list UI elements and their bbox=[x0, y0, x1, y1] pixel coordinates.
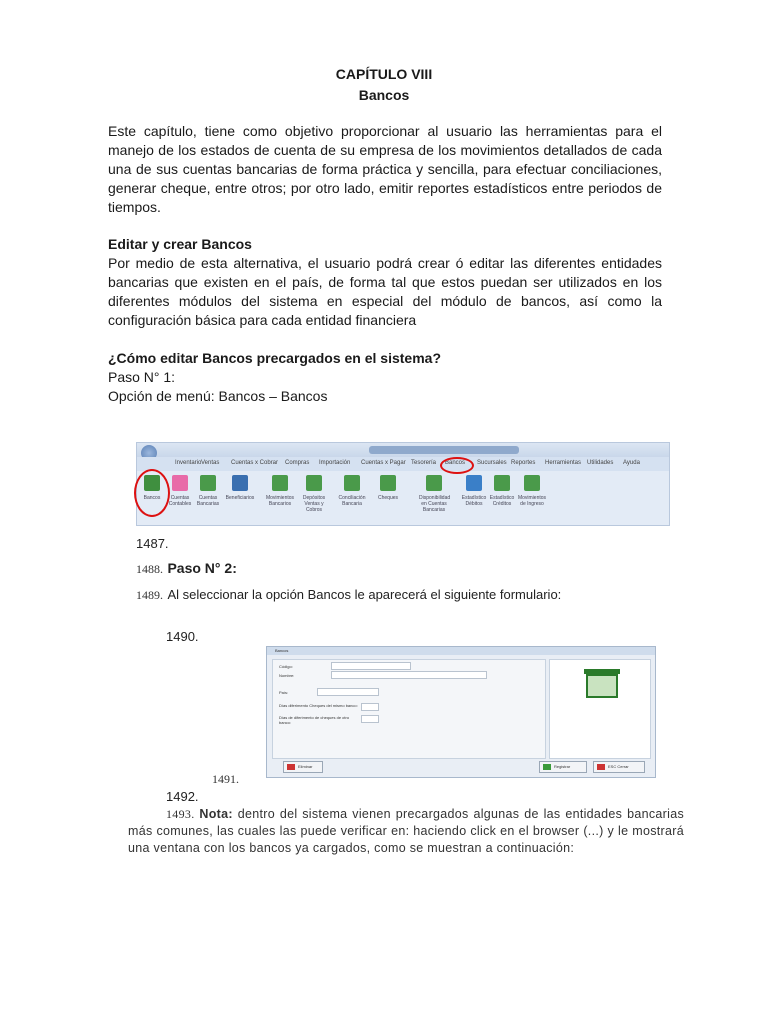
field-label: País: bbox=[279, 690, 289, 695]
tool-cheques[interactable] bbox=[373, 475, 403, 501]
intro-paragraph: Este capítulo, tiene como objetivo proporcionar al usuario las herramientas para el manejo de los estados de cuenta de su empresa de los movimientos detallados de cada una de sus cuentas bancarias de forma práctica y sencilla, para efectuar conciliaciones, generar cheque, entre otros; por otro lado, emitir reportes estadísticos entre periodos de tiempos. bbox=[108, 123, 662, 215]
step-2-line bbox=[136, 560, 237, 578]
tool-label: Estadístico Débitos bbox=[461, 495, 487, 507]
menu-item[interactable]: Inventario bbox=[175, 460, 202, 466]
section-paragraph: Por medio de esta alternativa, el usuario podrá crear ó editar las diferentes entidades bancarias que existen en el país, de forma tal que estos puedan ser utilizados en los diferentes módulos del sistema en especial del módulo de bancos, así como la configuración básica para cada entidad financiera bbox=[108, 255, 662, 328]
tool-cuentas-bancarias[interactable] bbox=[193, 475, 223, 507]
line-number-1489: 1489. bbox=[136, 588, 163, 602]
form-image-panel bbox=[549, 659, 651, 759]
menu-item[interactable]: Tesorería bbox=[411, 460, 437, 466]
chart-icon bbox=[466, 475, 482, 491]
delete-button[interactable] bbox=[283, 761, 323, 773]
step-2-text-line bbox=[136, 586, 561, 604]
ribbon-title-pill bbox=[369, 446, 519, 454]
days-other-bank-field[interactable] bbox=[361, 715, 379, 723]
ribbon-screenshot bbox=[136, 442, 670, 526]
tool-label: Cuentas Bancarias bbox=[196, 495, 220, 507]
menu-item[interactable]: Utilidades bbox=[587, 460, 614, 466]
line-number-1490: 1490. bbox=[166, 629, 199, 644]
bank-icon bbox=[586, 674, 618, 698]
step-2-text: Al seleccionar la opción Bancos le aparecerá el siguiente formulario: bbox=[167, 587, 562, 602]
tool-label: Depósitos Ventas y Cobros bbox=[302, 495, 326, 513]
close-icon bbox=[597, 764, 605, 770]
field-label: Nombre: bbox=[279, 673, 295, 678]
menu-option-text: Opción de menú: Bancos – Bancos bbox=[108, 388, 328, 404]
menu-item[interactable]: Ayuda bbox=[623, 460, 640, 466]
code-field[interactable] bbox=[331, 662, 411, 670]
tool-depositos[interactable] bbox=[299, 475, 329, 513]
menu-item[interactable]: Sucursales bbox=[477, 460, 507, 466]
delete-button-label: Eliminar bbox=[298, 764, 313, 769]
menu-item[interactable]: Cuentas x Pagar bbox=[361, 460, 406, 466]
tool-label: Cuentas Contables bbox=[168, 495, 192, 507]
bank-icon bbox=[200, 475, 216, 491]
chapter-label: CAPÍTULO VIII bbox=[335, 66, 433, 82]
tool-label: Beneficiarios bbox=[225, 495, 255, 501]
menu-item[interactable]: Cuentas x Cobrar bbox=[231, 460, 279, 466]
tool-label: Bancos bbox=[143, 495, 161, 501]
tool-label: Conciliación Bancaria bbox=[338, 495, 366, 507]
menu-item[interactable]: Importación bbox=[319, 460, 351, 466]
menu-item-bancos[interactable]: Bancos bbox=[445, 460, 466, 466]
line-number-1492: 1492. bbox=[166, 789, 199, 804]
tool-estadistico-debitos[interactable] bbox=[459, 475, 489, 507]
note-paragraph bbox=[128, 806, 684, 857]
tool-beneficiarios[interactable] bbox=[225, 475, 255, 501]
form-titlebar bbox=[267, 647, 655, 655]
register-button[interactable] bbox=[539, 761, 587, 773]
bank-icon bbox=[426, 475, 442, 491]
note-label: Nota: bbox=[199, 807, 233, 821]
question-heading: ¿Cómo editar Bancos precargados en el sistema? bbox=[108, 350, 441, 366]
tool-disponibilidad[interactable] bbox=[419, 475, 449, 513]
step-2-label: Paso N° 2: bbox=[167, 560, 237, 576]
days-same-bank-field[interactable] bbox=[361, 703, 379, 711]
menu-item[interactable]: Ventas bbox=[201, 460, 220, 466]
menu-item[interactable]: Compras bbox=[285, 460, 310, 466]
field-label: Código: bbox=[279, 664, 293, 669]
people-icon bbox=[232, 475, 248, 491]
field-label: Días diferimento Cheques del mismo banco: bbox=[279, 703, 358, 708]
tool-label: Movimientos de Ingreso bbox=[517, 495, 547, 507]
menu-item[interactable]: Reportes bbox=[511, 460, 536, 466]
menu-item[interactable]: Herramientas bbox=[545, 460, 582, 466]
line-number-1491: 1491. bbox=[212, 772, 239, 786]
form-fields-panel bbox=[272, 659, 546, 759]
bank-icon bbox=[380, 475, 396, 491]
chart-icon bbox=[494, 475, 510, 491]
chapter-title: Bancos bbox=[358, 87, 410, 103]
section-heading-edit-create-banks: Editar y crear Bancos bbox=[108, 236, 252, 252]
country-select[interactable] bbox=[317, 688, 379, 696]
tool-estadistico-creditos[interactable] bbox=[487, 475, 517, 507]
step-1-label: Paso N° 1: bbox=[108, 369, 176, 385]
note-text: dentro del sistema vienen precargados algunas de las entidades bancarias más comunes, las cuales las puede verificar en: haciendo click en el browser (...) y le mostrará una ventana con los bancos ya cargados, como se muestran a continuación: bbox=[128, 807, 684, 855]
tool-movimientos-bancarios[interactable] bbox=[265, 475, 295, 507]
tool-label: Cheques bbox=[377, 495, 398, 501]
delete-icon bbox=[287, 764, 295, 770]
line-number-1493: 1493. bbox=[166, 807, 195, 821]
highlight-circle bbox=[134, 469, 170, 517]
bank-icon bbox=[344, 475, 360, 491]
save-icon bbox=[543, 764, 551, 770]
form-title: Bancos bbox=[275, 648, 289, 653]
close-button-label: ESC Cerrar bbox=[608, 764, 629, 769]
name-field[interactable] bbox=[331, 671, 487, 679]
line-number-1487: 1487. bbox=[136, 536, 169, 551]
tool-conciliacion[interactable] bbox=[337, 475, 367, 507]
tool-label: Estadístico Créditos bbox=[489, 495, 515, 507]
close-button[interactable] bbox=[593, 761, 645, 773]
tool-movimientos-ingreso[interactable] bbox=[517, 475, 547, 507]
field-label: Días de diferimento de cheques de otro banco: bbox=[279, 715, 350, 725]
bank-icon bbox=[306, 475, 322, 491]
bank-icon bbox=[272, 475, 288, 491]
ribbon-titlebar bbox=[137, 443, 669, 457]
tool-label: Movimientos Bancarios bbox=[265, 495, 295, 507]
piggy-bank-icon bbox=[172, 475, 188, 491]
line-number-1488: 1488. bbox=[136, 562, 163, 576]
form-screenshot bbox=[266, 646, 656, 778]
tool-label: Disponibilidad en Cuentas Bancarias bbox=[419, 495, 451, 513]
bank-icon bbox=[524, 475, 540, 491]
highlight-circle bbox=[440, 457, 474, 474]
register-button-label: Registrar bbox=[554, 764, 571, 769]
